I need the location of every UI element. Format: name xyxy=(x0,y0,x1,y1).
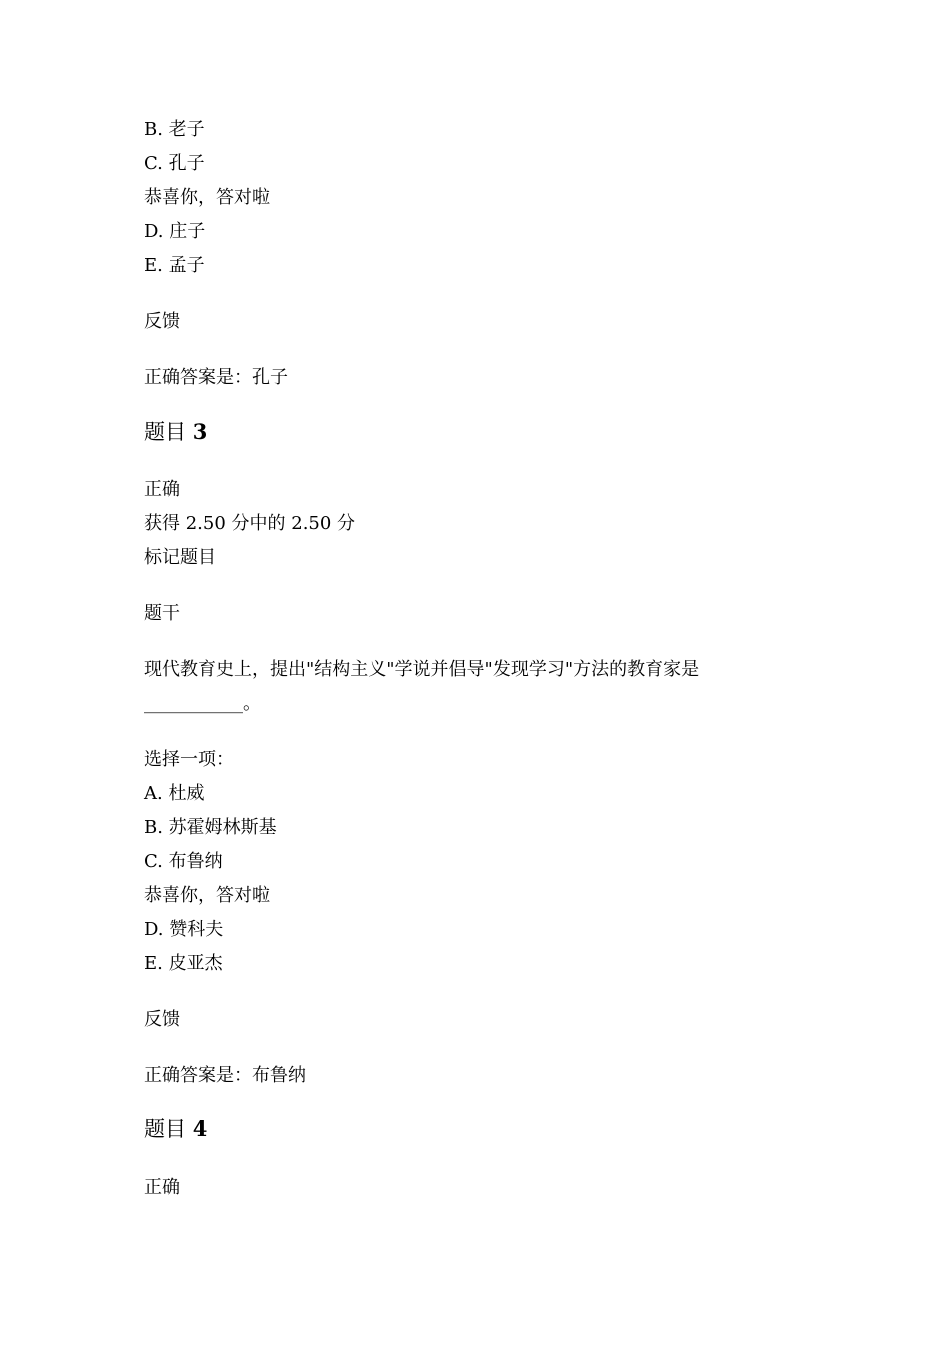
feedback-label: 反馈 xyxy=(144,311,180,332)
stem-label: 题干 xyxy=(144,603,180,624)
correct-answer: 正确答案是：布鲁纳 xyxy=(144,1065,306,1086)
option-feedback: 恭喜你，答对啦 xyxy=(144,885,270,906)
option-e[interactable]: E. 皮亚杰 xyxy=(144,953,223,974)
option-d[interactable]: D. 赞科夫 xyxy=(144,919,224,940)
option-b[interactable]: B. 老子 xyxy=(144,119,205,140)
option-e[interactable]: E. 孟子 xyxy=(144,255,205,276)
option-a[interactable]: A. 杜威 xyxy=(144,783,205,804)
question-text-line2: ___________。 xyxy=(144,693,261,714)
question-title-prefix: 题目 xyxy=(144,1117,186,1141)
flag-question-link[interactable]: 标记题目 xyxy=(144,547,216,568)
question-grade: 获得 2.50 分中的 2.50 分 xyxy=(144,513,356,534)
option-feedback: 恭喜你，答对啦 xyxy=(144,187,270,208)
question-title xyxy=(144,1116,207,1142)
question-title-prefix: 题目 xyxy=(144,420,186,444)
question-number: 3 xyxy=(192,419,208,444)
option-c[interactable]: C. 布鲁纳 xyxy=(144,851,223,872)
option-d[interactable]: D. 庄子 xyxy=(144,221,206,242)
feedback-label: 反馈 xyxy=(144,1009,180,1030)
choose-prompt: 选择一项： xyxy=(144,749,234,770)
option-b[interactable]: B. 苏霍姆林斯基 xyxy=(144,817,277,838)
option-c[interactable]: C. 孔子 xyxy=(144,153,205,174)
question-state: 正确 xyxy=(144,479,180,500)
question-state: 正确 xyxy=(144,1177,180,1198)
question-title xyxy=(144,419,207,445)
correct-answer: 正确答案是：孔子 xyxy=(144,367,288,388)
question-number: 4 xyxy=(192,1116,208,1141)
question-text-line1: 现代教育史上，提出"结构主义"学说并倡导"发现学习"方法的教育家是 xyxy=(144,659,700,680)
